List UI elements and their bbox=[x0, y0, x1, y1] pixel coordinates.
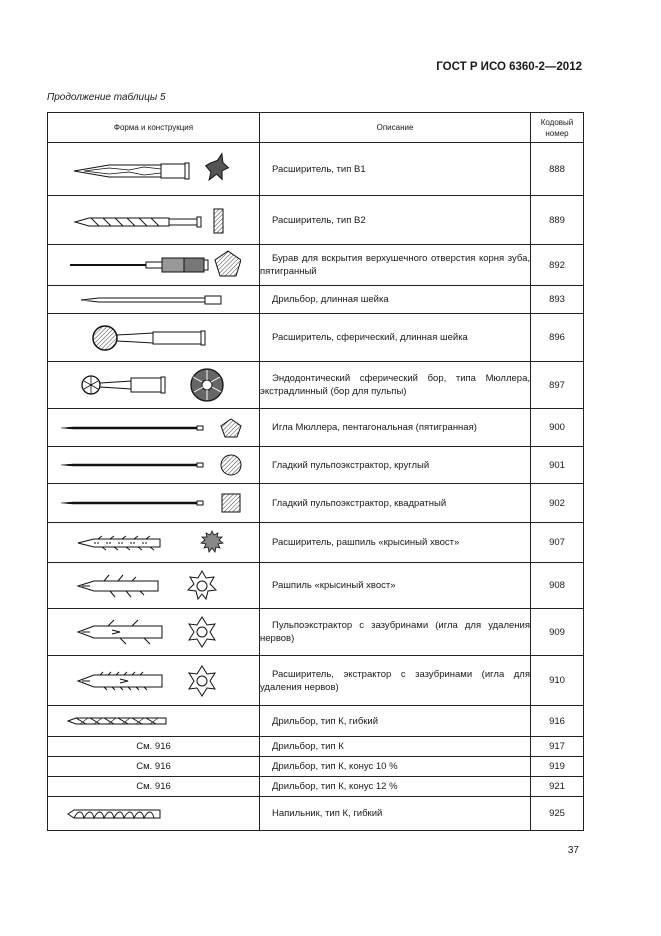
barbed-reamer-icon bbox=[74, 661, 234, 701]
root-canal-bur-icon bbox=[66, 248, 241, 282]
code-cell: 916 bbox=[531, 706, 584, 737]
table-row bbox=[48, 523, 584, 563]
description-cell bbox=[260, 797, 531, 831]
description-text: Игла Мюллера, пентагональная (пятигранная) bbox=[272, 422, 477, 433]
figure-cell bbox=[48, 797, 260, 831]
code-cell: 921 bbox=[531, 777, 584, 797]
table-row bbox=[48, 447, 584, 484]
table-row bbox=[48, 484, 584, 523]
description-text: Напильник, тип К, гибкий bbox=[272, 808, 383, 819]
description-cell bbox=[260, 777, 531, 797]
figure-cell bbox=[48, 409, 260, 447]
spherical-reamer-icon bbox=[91, 321, 216, 355]
figure-cell bbox=[48, 447, 260, 484]
description-cell bbox=[260, 757, 531, 777]
barbed-broach-icon bbox=[74, 612, 234, 652]
description-text: Дрильбор, тип К, конус 10 % bbox=[272, 761, 398, 772]
table-row bbox=[48, 609, 584, 656]
description-text: Дрильбор, тип К bbox=[272, 741, 344, 752]
figure-cell bbox=[48, 484, 260, 523]
code-cell: 896 bbox=[531, 314, 584, 362]
code-cell: 909 bbox=[531, 609, 584, 656]
code-cell: 908 bbox=[531, 563, 584, 609]
table-row bbox=[48, 314, 584, 362]
figure-cell bbox=[48, 563, 260, 609]
page-number: 37 bbox=[567, 845, 579, 856]
code-cell: 919 bbox=[531, 757, 584, 777]
description-text: Расширитель, тип В1 bbox=[272, 163, 366, 175]
reamer-b2-icon bbox=[69, 202, 239, 238]
reamer-b1-icon bbox=[69, 149, 239, 189]
header-figure: Форма и конструкция bbox=[48, 113, 260, 143]
figure-cell bbox=[48, 143, 260, 196]
description-text: Дрильбор, тип К, конус 12 % bbox=[272, 781, 398, 792]
table-row bbox=[48, 245, 584, 286]
description-cell bbox=[260, 362, 531, 409]
description-cell bbox=[260, 737, 531, 757]
table-row bbox=[48, 563, 584, 609]
code-cell: 910 bbox=[531, 656, 584, 706]
description-cell bbox=[260, 609, 531, 656]
description-cell bbox=[260, 286, 531, 314]
rat-tail-rasp-icon bbox=[74, 566, 234, 606]
description-text: Гладкий пульпоэкстрактор, круглый bbox=[272, 459, 430, 471]
figure-cell bbox=[48, 245, 260, 286]
figure-cell bbox=[48, 523, 260, 563]
header-code bbox=[531, 113, 584, 143]
table-row bbox=[48, 196, 584, 245]
description-cell bbox=[260, 409, 531, 447]
table-row bbox=[48, 143, 584, 196]
figure-cell bbox=[48, 196, 260, 245]
table-row bbox=[48, 286, 584, 314]
code-cell: 925 bbox=[531, 797, 584, 831]
description-text: Гладкий пульпоэкстрактор, квадратный bbox=[272, 497, 447, 509]
rat-tail-reamer-icon bbox=[74, 527, 234, 559]
mueller-bur-icon bbox=[79, 365, 229, 405]
description-text: Расширитель, сферический, длинная шейка bbox=[272, 332, 468, 343]
description-text: Рашпиль «крысиный хвост» bbox=[272, 580, 396, 591]
code-cell: 892 bbox=[531, 245, 584, 286]
code-cell: 889 bbox=[531, 196, 584, 245]
code-cell: 900 bbox=[531, 409, 584, 447]
code-cell: 893 bbox=[531, 286, 584, 314]
table-row bbox=[48, 777, 584, 797]
description-cell bbox=[260, 314, 531, 362]
description-cell bbox=[260, 563, 531, 609]
figure-cell bbox=[48, 609, 260, 656]
table-header-row bbox=[48, 113, 584, 143]
table-row bbox=[48, 706, 584, 737]
header-code-line2: номер bbox=[545, 128, 569, 138]
mueller-needle-icon bbox=[59, 416, 249, 440]
code-cell: 917 bbox=[531, 737, 584, 757]
see-reference: См. 916 bbox=[48, 737, 260, 757]
standard-number: ГОСТ Р ИСО 6360-2—2012 bbox=[436, 61, 582, 73]
description-cell bbox=[260, 706, 531, 737]
description-text: Дрильбор, тип К, гибкий bbox=[272, 715, 379, 727]
figure-cell bbox=[48, 656, 260, 706]
code-cell: 901 bbox=[531, 447, 584, 484]
figure-cell bbox=[48, 286, 260, 314]
table-row bbox=[48, 362, 584, 409]
description-cell bbox=[260, 196, 531, 245]
description-text: Расширитель, рашпиль «крысиный хвост» bbox=[272, 537, 460, 548]
description-cell bbox=[260, 523, 531, 563]
table-row bbox=[48, 797, 584, 831]
description-cell bbox=[260, 484, 531, 523]
header-code-line1: Кодовый bbox=[540, 117, 574, 127]
code-cell: 907 bbox=[531, 523, 584, 563]
long-neck-drill-icon bbox=[79, 292, 229, 308]
see-reference: См. 916 bbox=[48, 777, 260, 797]
table-row bbox=[48, 409, 584, 447]
code-cell: 897 bbox=[531, 362, 584, 409]
description-text: Эндодонтический сферический бор, типа Мюллера, экстрадлинный (бор для пульпы) bbox=[260, 373, 530, 397]
description-text: Дрильбор, длинная шейка bbox=[272, 294, 389, 305]
description-text: Пульпоэкстрактор с зазубринами (игла для удаления нервов) bbox=[260, 620, 530, 644]
flexible-k-drill-icon bbox=[66, 713, 171, 729]
k-file-flexible-icon bbox=[66, 806, 166, 822]
table-row bbox=[48, 737, 584, 757]
smooth-square-icon bbox=[59, 490, 249, 516]
code-cell: 902 bbox=[531, 484, 584, 523]
figure-cell bbox=[48, 362, 260, 409]
figure-cell bbox=[48, 706, 260, 737]
description-text: Бурав для вскрытия верхушечного отверстия корня зуба, пятигранный bbox=[260, 253, 530, 277]
description-cell bbox=[260, 143, 531, 196]
table-row bbox=[48, 656, 584, 706]
table-caption: Продолжение таблицы 5 bbox=[47, 92, 166, 103]
description-cell bbox=[260, 245, 531, 286]
smooth-round-icon bbox=[59, 452, 249, 478]
description-cell bbox=[260, 447, 531, 484]
see-reference: См. 916 bbox=[48, 757, 260, 777]
description-text: Расширитель, экстрактор с зазубринами (игла для удаления нервов) bbox=[260, 668, 530, 693]
description-cell bbox=[260, 656, 531, 706]
figure-cell bbox=[48, 314, 260, 362]
header-description: Описание bbox=[260, 113, 531, 143]
description-text: Расширитель, тип В2 bbox=[272, 214, 366, 226]
table-row bbox=[48, 757, 584, 777]
code-cell: 888 bbox=[531, 143, 584, 196]
instrument-table bbox=[47, 112, 584, 831]
